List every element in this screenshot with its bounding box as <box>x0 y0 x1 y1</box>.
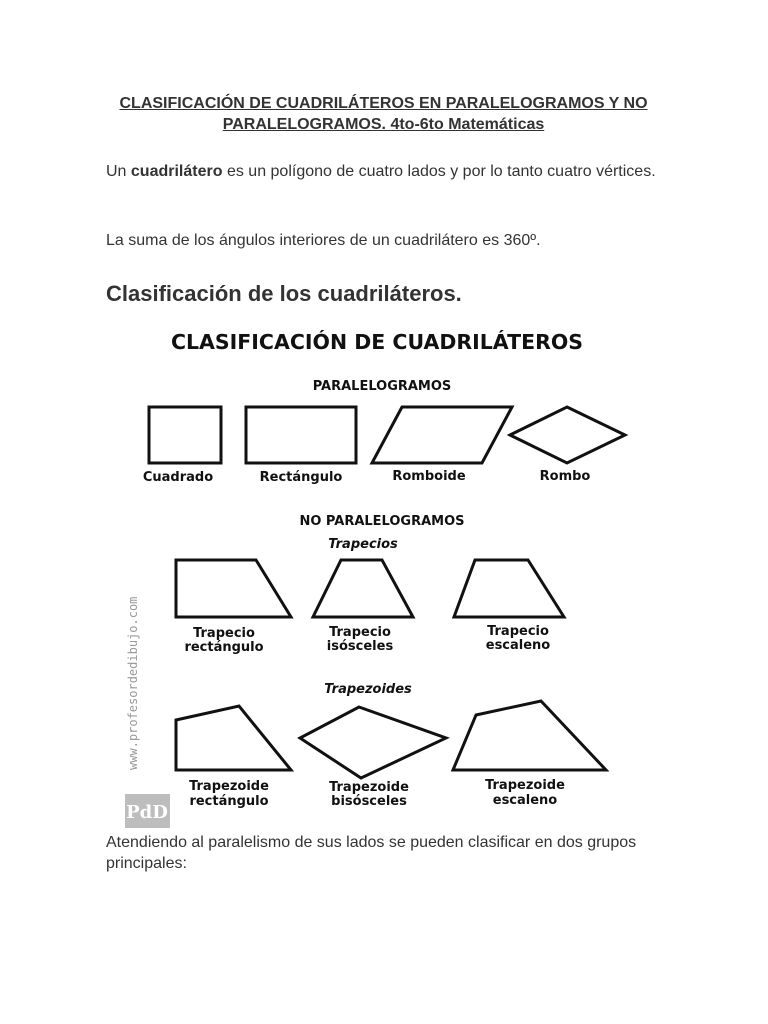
label-trapecio-rectangulo-2: rectángulo <box>184 640 264 655</box>
trapezoide-escaleno-shape <box>453 701 606 770</box>
label-trapezoide-escaleno-2: escaleno <box>492 793 558 808</box>
cuadrado-shape <box>149 407 221 463</box>
page-title: CLASIFICACIÓN DE CUADRILÁTEROS EN PARALELOGRAMOS Y NO PARALELOGRAMOS. 4to-6to Matemáticas <box>119 95 648 133</box>
label-romboide: Romboide <box>392 469 466 484</box>
label-trapecio-escaleno-2: escaleno <box>485 638 551 653</box>
label-trapezoide-rectangulo-1: Trapezoide <box>189 779 269 794</box>
label-trapezoide-escaleno-1: Trapezoide <box>485 778 565 793</box>
romboide-shape <box>372 407 512 463</box>
subgroup-trapecios-label: Trapecios <box>328 537 398 552</box>
section-heading: Clasificación de los cuadriláteros. <box>106 281 462 306</box>
angles-paragraph: La suma de los ángulos interiores de un cuadrilátero es 360º. <box>106 232 541 249</box>
trapecio-rectangulo-shape <box>176 560 291 617</box>
trapecio-escaleno-shape <box>454 560 564 617</box>
rectangulo-shape <box>246 407 356 463</box>
label-rectangulo: Rectángulo <box>259 470 343 485</box>
intro-bold-term: cuadrilátero <box>130 163 223 180</box>
label-rombo: Rombo <box>539 469 591 484</box>
publisher-logo <box>125 794 170 828</box>
trapezoide-bisosceles-shape <box>300 707 446 778</box>
logo-text: PdD <box>126 802 168 823</box>
label-trapecio-isosceles-2: isósceles <box>326 639 394 654</box>
label-cuadrado: Cuadrado <box>142 470 214 485</box>
label-trapecio-escaleno-1: Trapecio <box>487 624 549 639</box>
closing-paragraph: Atendiendo al paralelismo de sus lados se pueden clasificar en dos grupos principales: <box>106 834 637 872</box>
subgroup-trapezoides-label: Trapezoides <box>324 682 412 697</box>
group-parallelograms-label: PARALELOGRAMOS <box>312 379 452 394</box>
figure-title: CLASIFICACIÓN DE CUADRILÁTEROS <box>170 330 584 354</box>
label-trapezoide-rectangulo-2: rectángulo <box>189 794 269 809</box>
rombo-shape <box>510 407 625 463</box>
label-trapezoide-bisosceles-2: bisósceles <box>331 794 407 809</box>
intro-rest: es un polígono de cuatro lados y por lo tanto cuatro vértices. <box>222 163 656 180</box>
intro-prefix: Un <box>106 163 131 180</box>
classification-diagram <box>110 318 650 828</box>
label-trapecio-isosceles-1: Trapecio <box>329 625 391 640</box>
trapecio-isosceles-shape <box>313 560 413 617</box>
classification-figure <box>110 318 650 828</box>
group-non-parallelograms-label: NO PARALELOGRAMOS <box>299 514 465 529</box>
watermark-url: www.profesordedibujo.com <box>126 596 140 770</box>
label-trapecio-rectangulo-1: Trapecio <box>193 626 255 641</box>
intro-paragraph <box>106 161 661 182</box>
trapezoide-rectangulo-shape <box>176 706 291 770</box>
label-trapezoide-bisosceles-1: Trapezoide <box>329 780 409 795</box>
